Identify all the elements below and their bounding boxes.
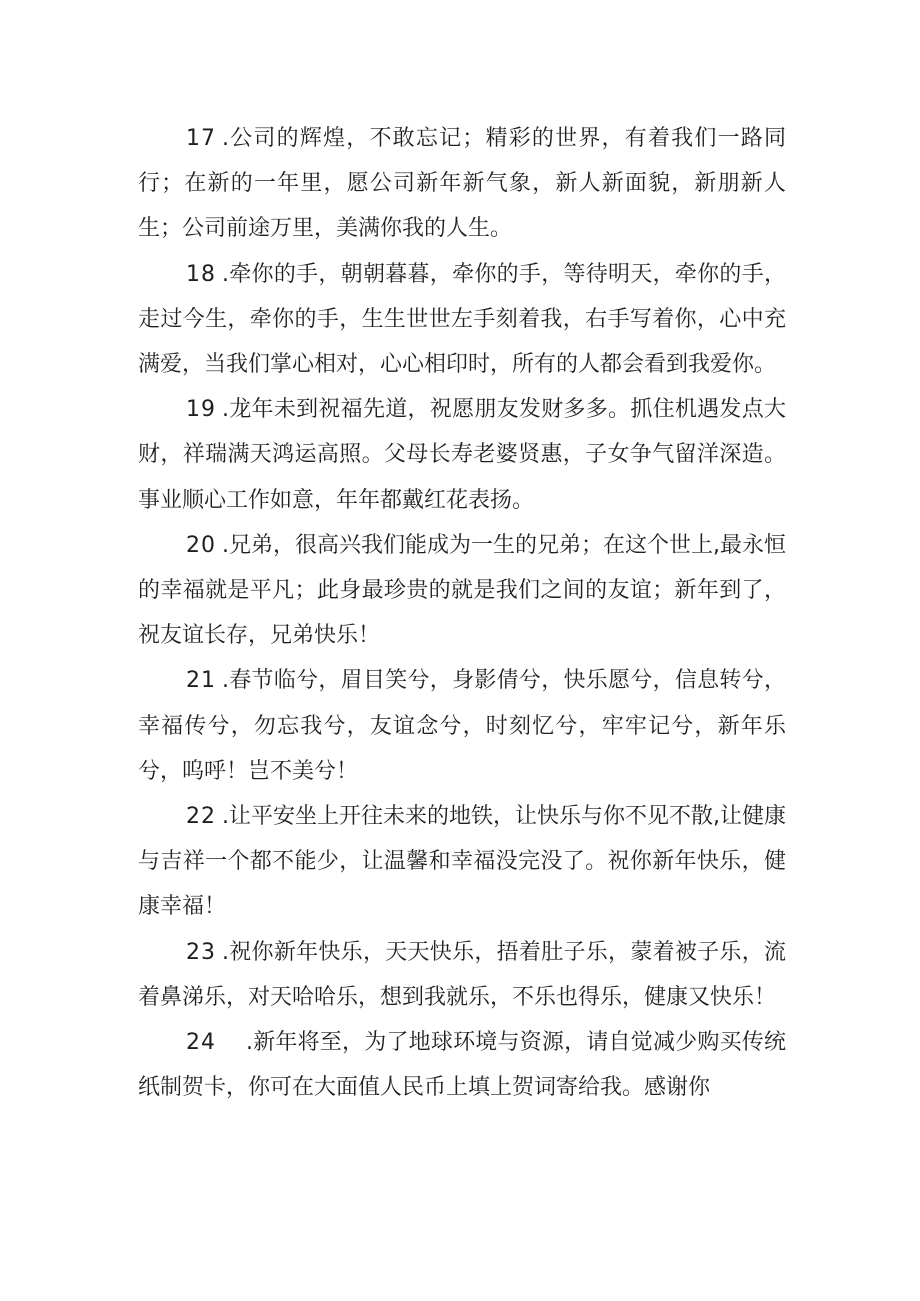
item-number: 21	[186, 668, 216, 694]
paragraph-22	[138, 794, 786, 930]
paragraph-text: .龙年未到祝福先道，祝愿朋友发财多多。抓住机遇发点大财，祥瑞满天鸿运高照。父母长寿老婆贤惠，子女争气留洋深造。事业顺心工作如意，年年都戴红花表扬。	[138, 397, 786, 513]
item-number: 20	[186, 532, 216, 558]
item-number: 22	[186, 804, 216, 830]
paragraph-23	[138, 930, 786, 1020]
paragraph-text: .兄弟，很高兴我们能成为一生的兄弟；在这个世上,最永恒的幸福就是平凡；此身最珍贵的就是我们之间的友谊；新年到了，祝友谊长存，兄弟快乐！	[138, 532, 786, 649]
item-number: 19	[186, 397, 216, 423]
paragraph-text: .公司的辉煌，不敢忘记；精彩的世界，有着我们一路同行；在新的一年里，愿公司新年新气象，新人新面貌，新朋新人生；公司前途万里，美满你我的人生。	[138, 126, 786, 242]
paragraph-text: .牵你的手，朝朝暮暮，牵你的手，等待明天，牵你的手，走过今生，牵你的手，生生世世左手刻着我，右手写着你，心中充满爱，当我们掌心相对，心心相印时，所有的人都会看到我爱你。	[138, 261, 786, 378]
paragraph-text: .春节临兮，眉目笑兮，身影倩兮，快乐愿兮，信息转兮，幸福传兮，勿忘我兮，友谊念兮，时刻忆兮，牢牢记兮，新年乐兮，呜呼！岂不美兮！	[138, 668, 786, 784]
item-number: 23	[186, 939, 216, 965]
paragraph-19	[138, 387, 786, 523]
document-body	[138, 116, 786, 1110]
paragraph-24	[138, 1020, 786, 1110]
paragraph-text: .让平安坐上开往未来的地铁，让快乐与你不见不散,让健康与吉祥一个都不能少，让温馨和幸福没完没了。祝你新年快乐，健康幸福！	[138, 804, 786, 920]
item-number: 18	[186, 261, 216, 287]
paragraph-text: .新年将至，为了地球环境与资源，请自觉减少购买传统纸制贺卡，你可在大面值人民币上填上贺词寄给我。感谢你	[138, 1030, 786, 1101]
paragraph-18	[138, 252, 786, 388]
paragraph-17	[138, 116, 786, 252]
paragraph-text: .祝你新年快乐，天天快乐，捂着肚子乐，蒙着被子乐，流着鼻涕乐，对天哈哈乐，想到我就乐，不乐也得乐，健康又快乐！	[138, 939, 786, 1010]
item-number: 24	[186, 1030, 216, 1056]
paragraph-20	[138, 523, 786, 659]
item-number: 17	[186, 126, 216, 151]
paragraph-21	[138, 658, 786, 794]
